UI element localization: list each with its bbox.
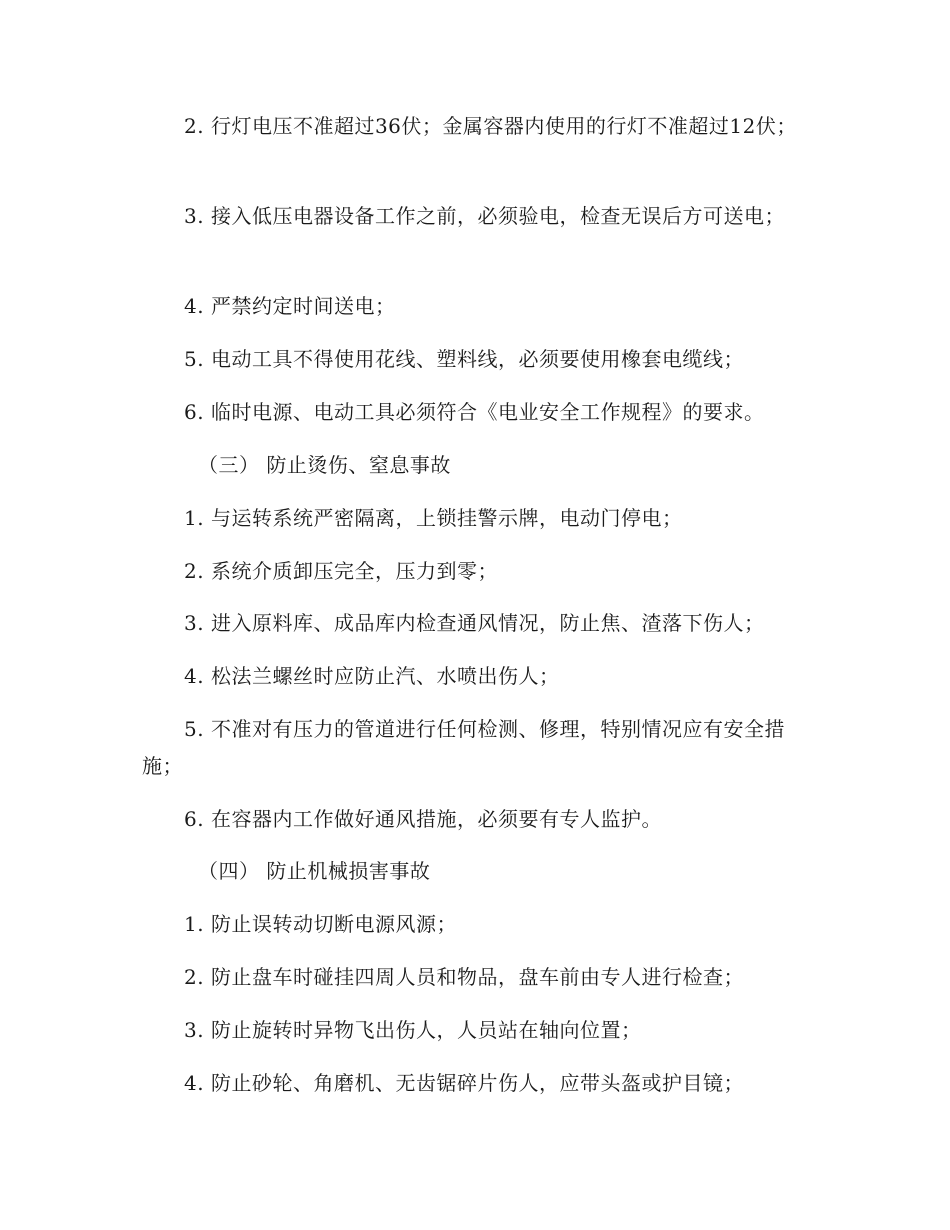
paragraph-item-6-safety-regulations: 6. 临时电源、电动工具必须符合《电业安全工作规程》的要求。 (184, 400, 765, 424)
section-heading-mechanical-injury: （四） 防止机械损害事故 (198, 859, 431, 883)
paragraph-item-2-lamp-voltage: 2. 行灯电压不准超过36伏；金属容器内使用的行灯不准超过12伏； (184, 114, 797, 138)
paragraph-item-2-turning-check: 2. 防止盘车时碰挂四周人员和物品，盘车前由专人进行检查； (184, 965, 744, 989)
section-heading-burn-suffocation: （三） 防止烫伤、窒息事故 (198, 453, 451, 477)
paragraph-item-2-pressure-zero: 2. 系统介质卸压完全，压力到零； (184, 559, 498, 583)
paragraph-item-4-flange-bolts: 4. 松法兰螺丝时应防止汽、水喷出伤人； (184, 664, 560, 688)
paragraph-item-4-grinder-fragments: 4. 防止砂轮、角磨机、无齿锯碎片伤人，应带头盔或护目镜； (184, 1071, 744, 1095)
paragraph-item-3-flying-objects: 3. 防止旋转时异物飞出伤人，人员站在轴向位置； (184, 1018, 642, 1042)
paragraph-item-3-test-electricity: 3. 接入低压电器设备工作之前，必须验电，检查无误后方可送电； (184, 204, 785, 228)
paragraph-item-6-container-work: 6. 在容器内工作做好通风措施，必须要有专人监护。 (184, 807, 662, 831)
paragraph-item-5-power-tools-cable: 5. 电动工具不得使用花线、塑料线，必须要使用橡套电缆线； (184, 347, 744, 371)
paragraph-item-1-cut-power: 1. 防止误转动切断电源风源； (184, 912, 457, 936)
paragraph-item-5-pressurized-pipes: 5. 不准对有压力的管道进行任何检测、修理，特别情况应有安全措施； (142, 717, 785, 778)
paragraph-item-4-no-scheduled-power: 4. 严禁约定时间送电； (184, 294, 396, 318)
paragraph-item-1-isolation: 1. 与运转系统严密隔离，上锁挂警示牌，电动门停电； (184, 506, 683, 530)
paragraph-item-3-ventilation-check: 3. 进入原料库、成品库内检查通风情况，防止焦、渣落下伤人； (184, 611, 765, 635)
